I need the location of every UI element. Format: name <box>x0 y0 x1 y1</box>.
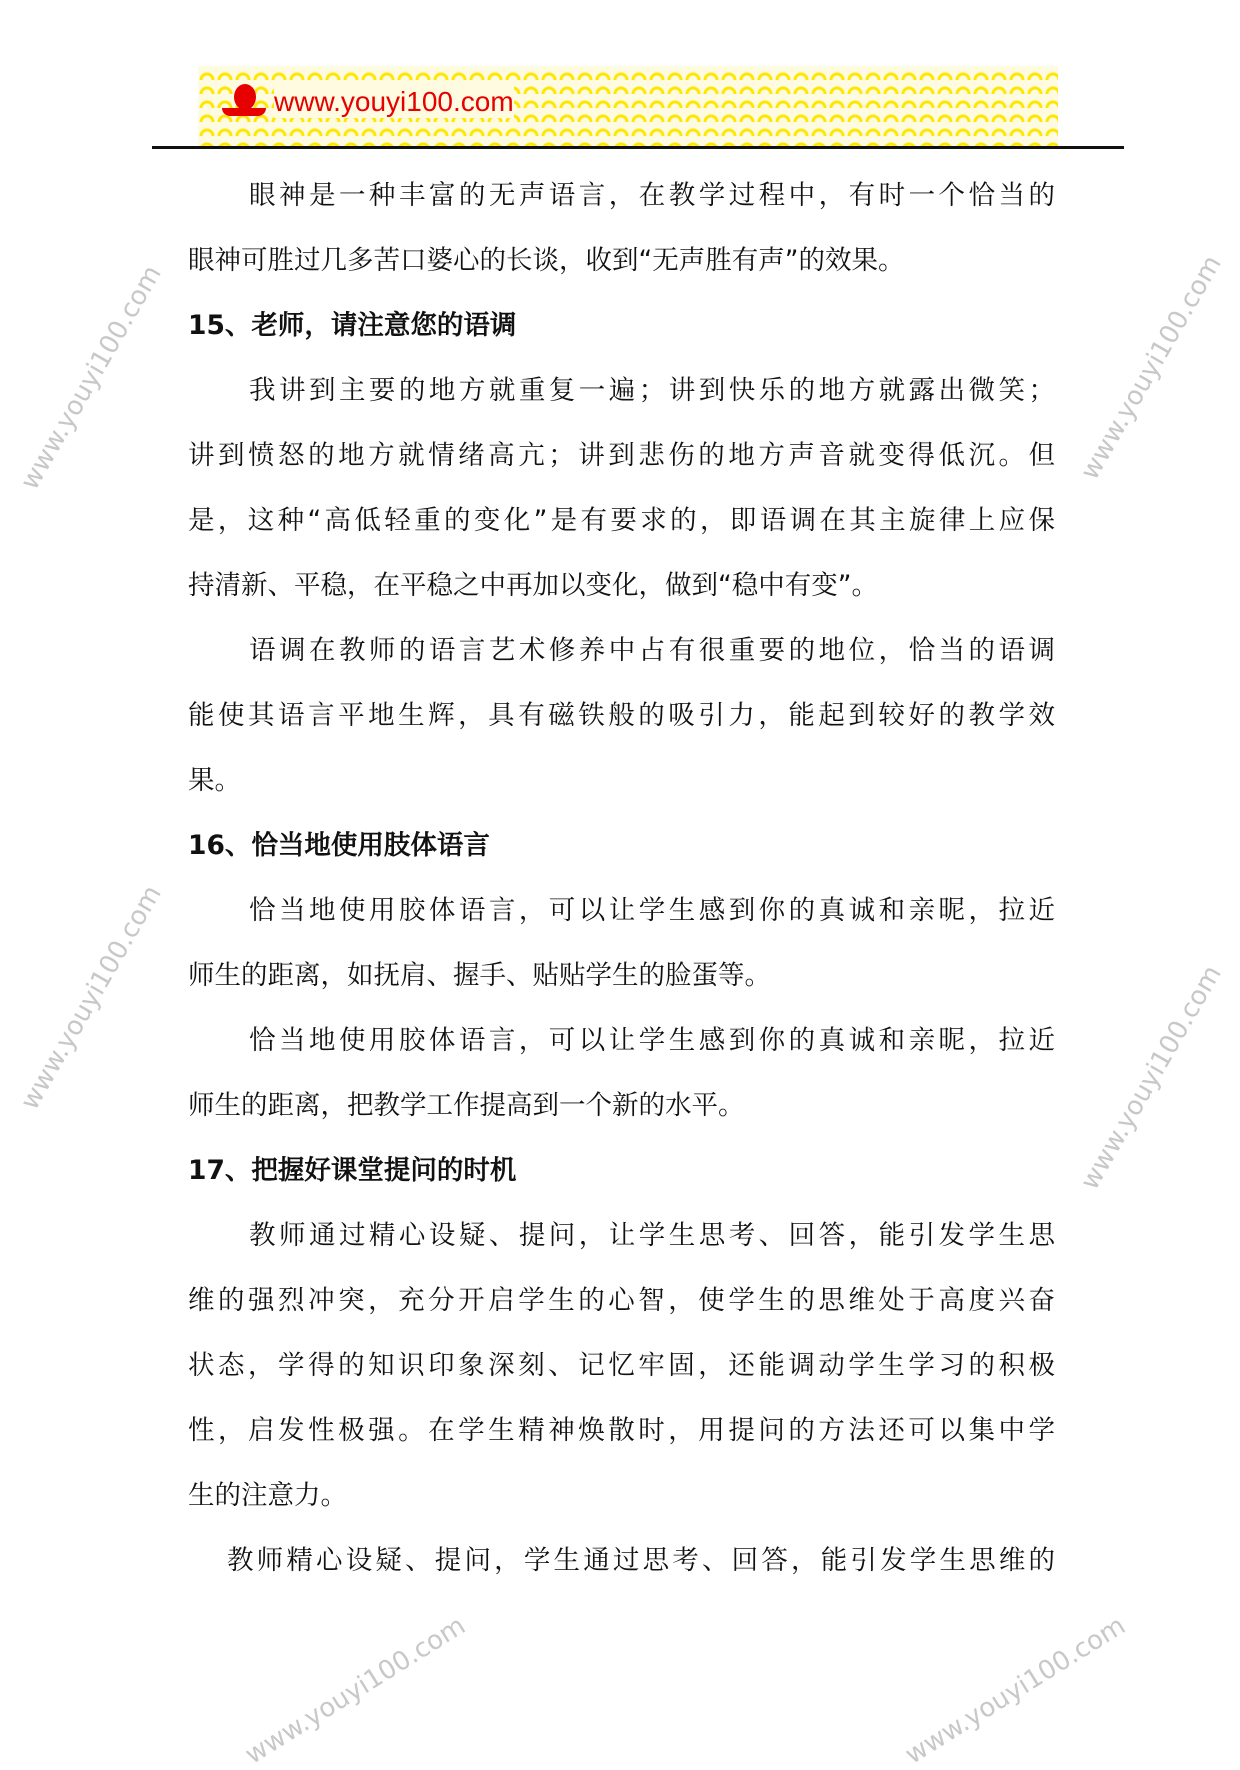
paragraph <box>188 618 1055 813</box>
text-line: 恰当地使用胶体语言，可以让学生感到你的真诚和亲昵，拉近 <box>249 1025 1055 1056</box>
watermark: www.youyi100.com <box>900 1610 1131 1770</box>
paragraph <box>188 358 1055 618</box>
text-line: 眼神可胜过几多苦口婆心的长谈，收到“无声胜有声”的效果。 <box>188 245 905 276</box>
text-line: 持清新、平稳，在平稳之中再加以变化，做到“稳中有变”。 <box>188 570 878 601</box>
text-line: 状态，学得的知识印象深刻、记忆牢固，还能调动学生学习的积极 <box>188 1350 1055 1381</box>
text-line: 维的强烈冲突，充分开启学生的心智，使学生的思维处于高度兴奋 <box>188 1285 1055 1316</box>
watermark: www.youyi100.com <box>240 1610 471 1770</box>
text-line: 师生的距离，把教学工作提高到一个新的水平。 <box>188 1090 745 1121</box>
paragraph <box>188 1203 1055 1528</box>
text-line: 生的注意力。 <box>188 1480 347 1511</box>
section-heading <box>188 293 1055 358</box>
text-line: 果。 <box>188 765 241 796</box>
text-line: 眼神是一种丰富的无声语言，在教学过程中，有时一个恰当的 <box>249 180 1055 211</box>
document-body <box>188 163 1055 1593</box>
text-line: 恰当地使用胶体语言，可以让学生感到你的真诚和亲昵，拉近 <box>249 895 1055 926</box>
logo-icon <box>222 84 262 120</box>
heading-text: 15、老师，请注意您的语调 <box>188 310 517 341</box>
watermark: www.youyi100.com <box>1075 250 1228 485</box>
paragraph <box>188 878 1055 1008</box>
text-line: 教师通过精心设疑、提问，让学生思考、回答，能引发学生思 <box>249 1220 1055 1251</box>
paragraph <box>188 1008 1055 1138</box>
heading-text: 16、恰当地使用肢体语言 <box>188 830 490 861</box>
text-line: 语调在教师的语言艺术修养中占有很重要的地位，恰当的语调 <box>249 635 1055 666</box>
watermark: www.youyi100.com <box>15 260 168 495</box>
text-line: 师生的距离，如抚肩、握手、贴贴学生的脸蛋等。 <box>188 960 771 991</box>
paragraph <box>188 1528 1055 1593</box>
text-line: 性，启发性极强。在学生精神焕散时，用提问的方法还可以集中学 <box>188 1415 1055 1446</box>
text-line: 教师精心设疑、提问，学生通过思考、回答，能引发学生思维的 <box>227 1545 1055 1576</box>
text-line: 讲到愤怒的地方就情绪高亢；讲到悲伤的地方声音就变得低沉。但 <box>188 440 1055 471</box>
heading-text: 17、把握好课堂提问的时机 <box>188 1155 517 1186</box>
paragraph <box>188 163 1055 293</box>
header-divider <box>152 146 1124 149</box>
section-heading <box>188 813 1055 878</box>
section-heading <box>188 1138 1055 1203</box>
watermark: www.youyi100.com <box>1075 960 1228 1195</box>
text-line: 是，这种“高低轻重的变化”是有要求的，即语调在其主旋律上应保 <box>188 505 1055 536</box>
logo-text: www.youyi100.com <box>274 86 514 117</box>
text-line: 我讲到主要的地方就重复一遍；讲到快乐的地方就露出微笑； <box>249 375 1055 406</box>
watermark: www.youyi100.com <box>15 880 168 1115</box>
site-logo <box>222 84 514 120</box>
text-line: 能使其语言平地生辉，具有磁铁般的吸引力，能起到较好的教学效 <box>188 700 1055 731</box>
